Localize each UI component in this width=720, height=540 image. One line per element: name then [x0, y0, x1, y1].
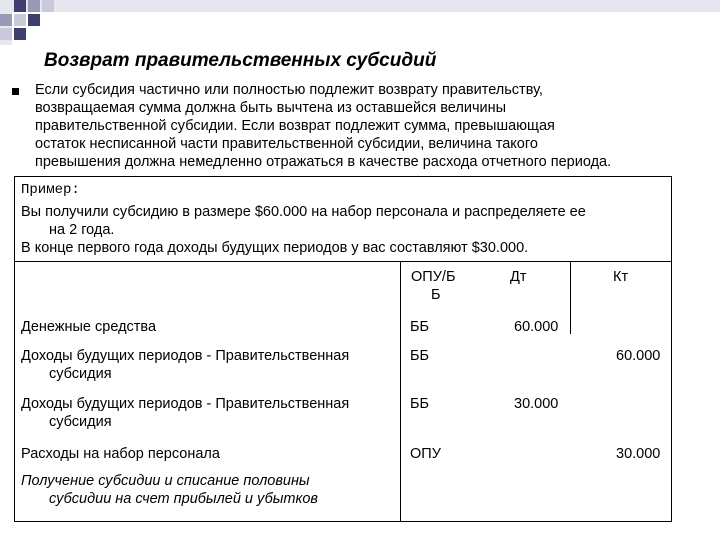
- paragraph-line: Если субсидия частично или полностью подлежит возврату правительству,: [35, 82, 543, 98]
- example-line: В конце первого года доходы будущих периодов у вас составляют $30.000.: [21, 240, 529, 256]
- bullet-square-icon: [12, 88, 19, 95]
- example-heading: Пример:: [21, 182, 80, 198]
- debit-amount: 60.000: [514, 319, 559, 335]
- account-code: ББ: [410, 348, 430, 364]
- journal-table: [14, 262, 672, 522]
- slide-title: Возврат правительственных субсидий: [44, 50, 437, 71]
- column-divider: [570, 262, 571, 334]
- paragraph-line: правительственной субсидии. Если возврат подлежит сумма, превышающая: [35, 118, 555, 134]
- credit-amount: 60.000: [616, 348, 661, 364]
- account-code: ББ: [410, 396, 430, 412]
- decorative-squares: [0, 0, 720, 45]
- example-line-cont: на 2 года.: [49, 222, 115, 238]
- account-name: Расходы на набор персонала: [21, 446, 220, 462]
- example-box: [14, 176, 672, 262]
- header-debit: Дт: [510, 269, 527, 285]
- debit-amount: 30.000: [514, 396, 559, 412]
- paragraph-line: возвращаемая сумма должна быть вычтена из оставшейся величины: [35, 100, 507, 116]
- account-code: ББ: [410, 319, 430, 335]
- paragraph-line: превышения должна немедленно отражаться в качестве расхода отчетного периода.: [35, 154, 612, 170]
- account-name-cont: субсидия: [49, 366, 112, 382]
- account-name: Доходы будущих периодов - Правительственная: [21, 348, 350, 364]
- header-code: ОПУ/Б: [411, 269, 456, 285]
- table-note-cont: субсидии на счет прибылей и убытков: [49, 491, 318, 507]
- credit-amount: 30.000: [616, 446, 661, 462]
- account-name: Денежные средства: [21, 319, 157, 335]
- account-code: ОПУ: [410, 446, 441, 462]
- table-note: Получение субсидии и списание половины: [21, 473, 310, 489]
- column-divider: [400, 262, 401, 522]
- header-credit: Кт: [613, 269, 629, 285]
- example-line: Вы получили субсидию в размере $60.000 на набор персонала и распределяете ее: [21, 204, 586, 220]
- paragraph: [35, 81, 672, 171]
- account-name: Доходы будущих периодов - Правительственная: [21, 396, 350, 412]
- account-name-cont: субсидия: [49, 414, 112, 430]
- paragraph-line: остаток несписанной части правительственной субсидии, величина такого: [35, 136, 538, 152]
- header-code-cont: Б: [431, 287, 441, 303]
